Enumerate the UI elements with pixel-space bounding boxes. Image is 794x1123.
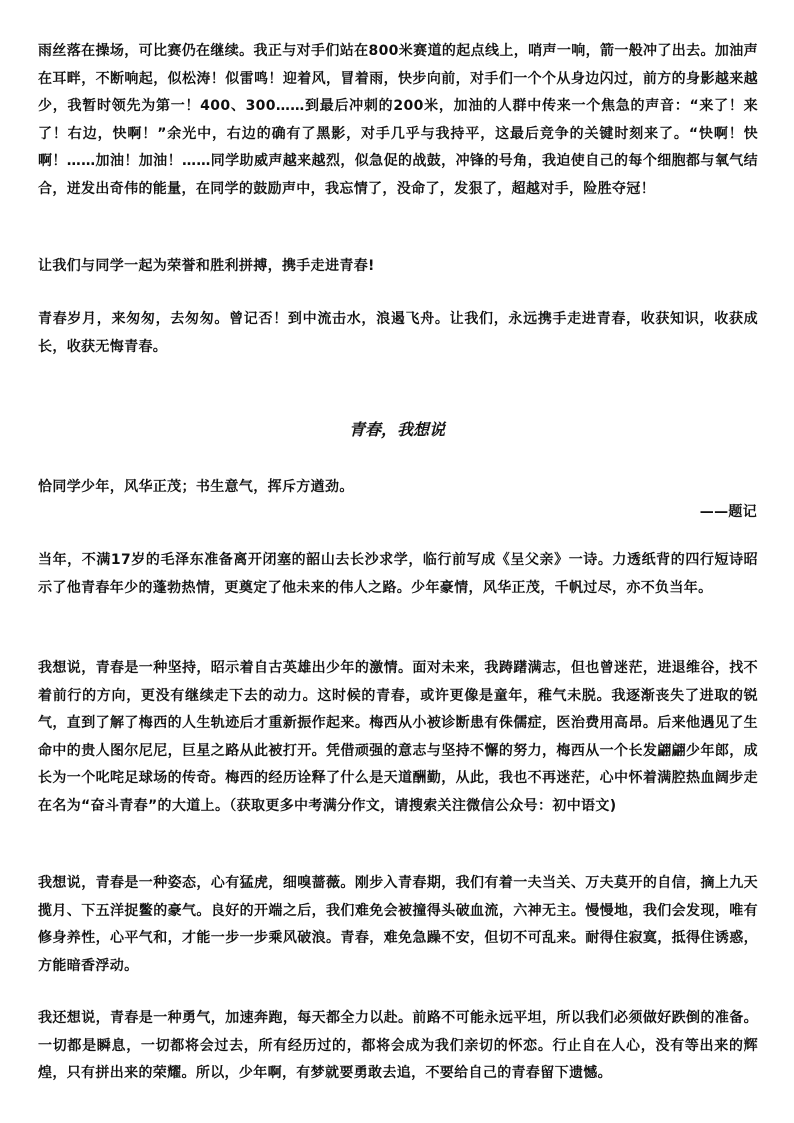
paragraph-together: 让我们与同学一起为荣誉和胜利拼搏，携手走进青春!	[38, 258, 375, 274]
epigraph: 恰同学少年，风华正茂；书生意气，挥斥方遒劲。	[38, 479, 354, 495]
paragraph-persistence: 我想说，青春是一种坚持，昭示着自古英雄出少年的激情。面对未来，我踌躇满志，但也曾迷茫，进退维谷，找不着前行的方向，更没有继续走下去的动力。这时候的青春，或许更像是童年，稚气未脱。我逐渐丧失了进取的锐气，直到了解了梅西的人生轨迹后才重新振作起来。梅西从小被诊断患有侏儒症，医治费用高昂。后来他遇见了生命中的贵人图尔尼尼，巨星之路从此被打开。凭借顽强的意志与坚持不懈的努力，梅西从一个长发翩翩少年郎，成长为一个叱咤足球场的传奇。梅西的经历诠释了什么是天道酬勤，从此，我也不再迷茫，心中怀着满腔热血阔步走在名为“奋斗青春”的大道上。（获取更多中考满分作文，请搜索关注微信公众号：初中语文)	[38, 660, 758, 814]
paragraph-mao: 当年，不满17岁的毛泽东准备离开闭塞的韶山去长沙求学，临行前写成《呈父亲》一诗。力透纸背的四行短诗昭示了他青春年少的蓬勃热情，更奠定了他未来的伟人之路。少年豪情，风华正茂，千帆过尽，亦不负当年。	[38, 552, 758, 596]
paragraph-courage: 我还想说，青春是一种勇气，加速奔跑，每天都全力以赴。前路不可能永远平坦，所以我们必须做好跌倒的准备。一切都是瞬息，一切都将会过去，所有经历过的，都将会成为我们亲切的怀恋。行止自在人心，没有等出来的辉煌，只有拼出来的荣耀。所以，少年啊，有梦就要勇敢去追，不要给自己的青春留下遗憾。	[38, 1010, 758, 1081]
paragraph-youth-years: 青春岁月，来匆匆，去匆匆。曾记否！到中流击水，浪遏飞舟。让我们，永远携手走进青春，收获知识，收获成长，收获无悔青春。	[38, 311, 758, 355]
essay-title: 青春，我想说	[348, 420, 445, 439]
epigraph-signoff: ——题记	[699, 504, 757, 520]
paragraph-attitude: 我想说，青春是一种姿态，心有猛虎，细嗅蔷薇。刚步入青春期，我们有着一夫当关、万夫莫开的自信，摘上九天揽月、下五洋捉鳖的豪气。良好的开端之后，我们难免会被撞得头破血流，六神无主。慢慢地，我们会发现，唯有修身养性，心平气和，才能一步一步乘风破浪。青春，难免急躁不安，但切不可乱来。耐得住寂寞，抵得住诱惑，方能暗香浮动。	[38, 875, 758, 974]
paragraph-race: 雨丝落在操场，可比赛仍在继续。我正与对手们站在800米赛道的起点线上，哨声一响，箭一般冲了出去。加油声在耳畔，不断响起，似松涛！似雷鸣！迎着风，冒着雨，快步向前，对手们一个个从身边闪过，前方的身影越来越少，我暂时领先为第一！400、300……到最后冲刺的200米，加油的人群中传来一个焦急的声音：“来了！来了！右边，快啊！”余光中，右边的确有了黑影，对手几乎与我持平，这最后竞争的关键时刻来了。“快啊！快啊！……加油！加油！……同学助威声越来越烈，似急促的战鼓，冲锋的号角，我迫使自己的每个细胞都与氧气结合，迸发出奇伟的能量，在同学的鼓励声中，我忘情了，没命了，发狠了，超越对手，险胜夺冠！	[38, 43, 758, 197]
